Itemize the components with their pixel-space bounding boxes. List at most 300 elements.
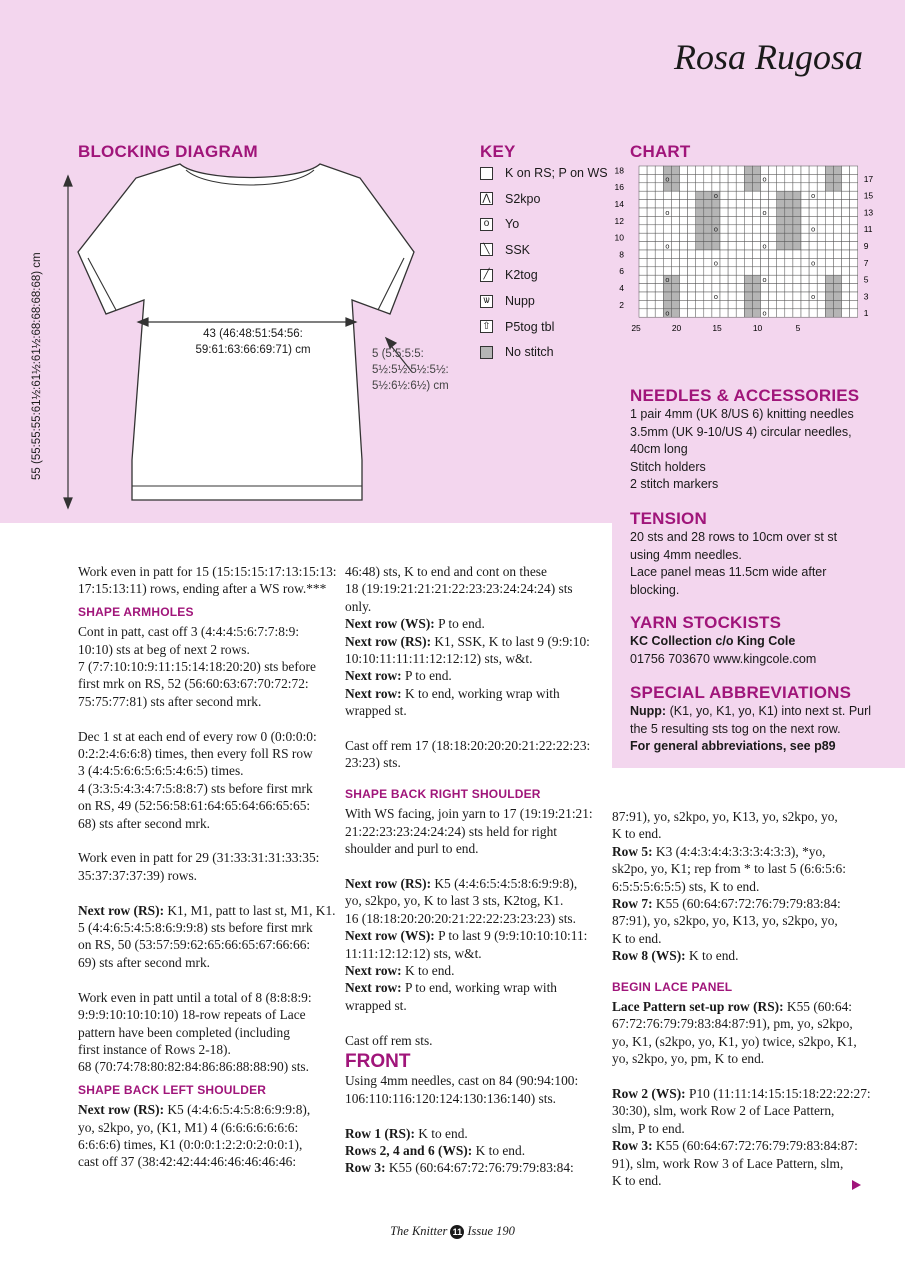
chart-cell bbox=[728, 300, 736, 308]
chart-cell bbox=[817, 267, 825, 275]
page-number: 11 bbox=[450, 1225, 464, 1239]
chart-cell bbox=[736, 183, 744, 191]
chart-cell bbox=[744, 300, 752, 308]
chart-row-label: 18 bbox=[614, 165, 624, 176]
chart-cell bbox=[833, 166, 841, 174]
chart-cell bbox=[688, 267, 696, 275]
needles-list bbox=[630, 406, 854, 494]
chart-cell bbox=[704, 174, 712, 182]
chart-cell bbox=[842, 284, 850, 292]
chart-row-label: 7 bbox=[863, 257, 869, 268]
chart-cell bbox=[817, 300, 825, 308]
row-lead: Next row (RS): bbox=[345, 875, 432, 891]
chart-cell bbox=[744, 275, 752, 283]
chart-cell bbox=[728, 267, 736, 275]
chart-cell bbox=[752, 275, 760, 283]
chart-cell bbox=[639, 225, 647, 233]
chart-cell bbox=[777, 258, 785, 266]
stockists-text bbox=[630, 633, 816, 668]
text-line: 18 (19:19:21:21:21:22:23:23:24:24:24) sts bbox=[345, 581, 573, 597]
chart-cell bbox=[639, 267, 647, 275]
chart-cell bbox=[842, 208, 850, 216]
chart-cell bbox=[801, 284, 809, 292]
chart-cell bbox=[655, 200, 663, 208]
sleeve-label-line3: 5½:6½:6½) cm bbox=[372, 380, 449, 392]
chart-cell bbox=[817, 225, 825, 233]
continue-arrow-icon bbox=[852, 1180, 861, 1190]
chart-cell bbox=[752, 267, 760, 275]
chart-cell bbox=[833, 174, 841, 182]
chart-cell bbox=[801, 309, 809, 317]
chart-cell bbox=[728, 292, 736, 300]
chart-cell bbox=[688, 250, 696, 258]
text-line: K to end, working wrap with bbox=[401, 685, 560, 701]
chart-cell bbox=[793, 300, 801, 308]
row-lead: Next row: bbox=[345, 668, 402, 684]
text-line: K to end. bbox=[401, 962, 455, 978]
text-line: 17:15:13:11) rows, ending after a WS row.*** bbox=[78, 581, 327, 597]
chart-cell bbox=[817, 183, 825, 191]
chart-cell bbox=[744, 208, 752, 216]
text-line: K55 (60:64: bbox=[783, 999, 852, 1015]
text-line: K to end. bbox=[414, 1125, 468, 1141]
chart-cell bbox=[817, 242, 825, 250]
key-label: Yo bbox=[505, 217, 520, 232]
text-line: K to end. bbox=[612, 930, 662, 946]
text-line: 16 (18:18:20:20:20:21:22:22:23:23:23) sts. bbox=[345, 910, 576, 926]
chart-cell bbox=[704, 225, 712, 233]
chart-cell bbox=[696, 267, 704, 275]
chart-cell bbox=[647, 208, 655, 216]
chart-cell bbox=[801, 208, 809, 216]
chart-cell bbox=[728, 200, 736, 208]
chart-cell bbox=[647, 225, 655, 233]
chart-cell bbox=[663, 166, 671, 174]
chart-cell bbox=[744, 242, 752, 250]
text-line: Work even in patt until a total of 8 (8:8:8:9: bbox=[78, 989, 312, 1005]
key-item bbox=[480, 215, 519, 233]
chart-cell bbox=[647, 183, 655, 191]
chart-cell bbox=[850, 208, 858, 216]
chart-cell bbox=[785, 216, 793, 224]
chart-cell bbox=[639, 275, 647, 283]
key-item bbox=[480, 266, 538, 284]
chart-cell bbox=[752, 174, 760, 182]
chart-cell bbox=[744, 200, 752, 208]
chart-cell bbox=[752, 300, 760, 308]
chart-cell bbox=[663, 191, 671, 199]
tension-heading: TENSION bbox=[630, 509, 707, 528]
chart-cell bbox=[777, 225, 785, 233]
chart-cell bbox=[688, 183, 696, 191]
chart-cell bbox=[696, 275, 704, 283]
abbreviations-text bbox=[630, 703, 871, 756]
abbr-term: Nupp: bbox=[630, 704, 667, 718]
text-line: wrapped st. bbox=[345, 997, 407, 1013]
text-line: 87:91), yo, s2kpo, yo, K13, yo, s2kpo, yo, bbox=[612, 809, 838, 824]
chart-cell bbox=[696, 216, 704, 224]
row-lead: Rows 2, 4 and 6 (WS): bbox=[345, 1142, 473, 1158]
chart-cell bbox=[785, 233, 793, 241]
row-lead: Lace Pattern set-up row (RS): bbox=[612, 999, 784, 1015]
chart-cell bbox=[736, 292, 744, 300]
chart-cell bbox=[761, 183, 769, 191]
row-lead: Next row: bbox=[345, 685, 402, 701]
chart-cell bbox=[655, 258, 663, 266]
chart-cell bbox=[777, 250, 785, 258]
chart-cell bbox=[809, 275, 817, 283]
chart-cell bbox=[647, 258, 655, 266]
chart-cell bbox=[785, 174, 793, 182]
chart-cell bbox=[842, 258, 850, 266]
chart-symbol: o bbox=[811, 259, 816, 268]
chart-cell bbox=[736, 216, 744, 224]
chart-cell bbox=[817, 208, 825, 216]
text-line: 68 (70:74:78:80:82:84:86:86:88:88:90) sts. bbox=[78, 1059, 309, 1075]
chart-cell bbox=[728, 242, 736, 250]
lace-chart bbox=[612, 160, 877, 352]
chart-cell bbox=[680, 216, 688, 224]
chart-cell bbox=[728, 250, 736, 258]
text-line: P to end, working wrap with bbox=[401, 980, 557, 996]
chart-cell bbox=[680, 292, 688, 300]
chart-cell bbox=[809, 216, 817, 224]
chart-cell bbox=[761, 233, 769, 241]
chart-cell bbox=[833, 242, 841, 250]
text-line: 4 (3:3:5:4:3:4:7:5:8:8:7) sts before first mrk bbox=[78, 780, 313, 796]
text-line: Work even in patt for 29 (31:33:31:31:33:35: bbox=[78, 850, 320, 866]
chart-cell bbox=[769, 225, 777, 233]
chart-symbol: o bbox=[713, 225, 719, 234]
chart-cell bbox=[696, 258, 704, 266]
chart-cell bbox=[647, 292, 655, 300]
chart-cell bbox=[680, 200, 688, 208]
chart-cell bbox=[761, 250, 769, 258]
text-line: sk2po, yo, K1; rep from * to last 5 (6:6:5:6: bbox=[612, 861, 846, 877]
chart-row-label: 8 bbox=[619, 249, 624, 260]
chart-cell bbox=[696, 200, 704, 208]
chart-cell bbox=[696, 309, 704, 317]
chart-cell bbox=[817, 309, 825, 317]
chart-cell bbox=[761, 292, 769, 300]
chart-cell bbox=[752, 250, 760, 258]
chart-cell bbox=[769, 284, 777, 292]
chart-row-label: 17 bbox=[863, 173, 874, 184]
chart-symbol: o bbox=[713, 192, 719, 201]
text-line: first instance of Rows 2-18). bbox=[78, 1041, 231, 1057]
text-line: slm, P to end. bbox=[612, 1120, 685, 1136]
key-item bbox=[480, 241, 530, 259]
chart-cell bbox=[769, 191, 777, 199]
chart-cell bbox=[680, 183, 688, 191]
chart-cell bbox=[736, 225, 744, 233]
chart-cell bbox=[663, 250, 671, 258]
chart-cell bbox=[720, 166, 728, 174]
key-heading: KEY bbox=[480, 142, 516, 161]
chart-cell bbox=[712, 250, 720, 258]
key-symbol-icon: ѡ bbox=[480, 295, 493, 308]
chart-cell bbox=[801, 267, 809, 275]
key-label: K2tog bbox=[505, 268, 538, 283]
chart-cell bbox=[655, 275, 663, 283]
text-line: 106:110:116:120:124:130:136:140) sts. bbox=[345, 1090, 557, 1106]
chart-cell bbox=[793, 166, 801, 174]
chart-cell bbox=[712, 284, 720, 292]
chart-cell bbox=[833, 258, 841, 266]
chart-cell bbox=[688, 208, 696, 216]
chart-cell bbox=[671, 275, 679, 283]
text-line: on RS, 49 (52:56:58:61:64:65:64:66:65:65: bbox=[78, 798, 311, 814]
page-footer bbox=[0, 1224, 905, 1239]
chart-cell bbox=[671, 242, 679, 250]
chart-cell bbox=[825, 250, 833, 258]
chart-cell bbox=[647, 250, 655, 258]
chart-symbol: o bbox=[665, 276, 670, 285]
chart-cell bbox=[736, 267, 744, 275]
chart-cell bbox=[761, 225, 769, 233]
shape-back-right-heading: SHAPE BACK RIGHT SHOULDER bbox=[345, 786, 541, 801]
chart-cell bbox=[833, 292, 841, 300]
chart-cell bbox=[752, 183, 760, 191]
chart-cell bbox=[809, 284, 817, 292]
chart-cell bbox=[793, 267, 801, 275]
text-line: K3 (4:4:3:4:4:3:3:3:4:3:3), *yo, bbox=[652, 843, 826, 859]
chart-cell bbox=[809, 183, 817, 191]
chart-cell bbox=[801, 275, 809, 283]
chart-cell bbox=[639, 258, 647, 266]
chart-cell bbox=[720, 275, 728, 283]
chart-cell bbox=[671, 292, 679, 300]
text-line: shoulder and purl to end. bbox=[345, 841, 479, 857]
chart-cell bbox=[655, 174, 663, 182]
chart-cell bbox=[842, 233, 850, 241]
chart-cell bbox=[777, 166, 785, 174]
chart-cell bbox=[744, 233, 752, 241]
chart-cell bbox=[688, 292, 696, 300]
chart-cell bbox=[842, 275, 850, 283]
chart-cell bbox=[728, 183, 736, 191]
chart-cell bbox=[688, 225, 696, 233]
text-line: 91), slm, work Row 3 of Lace Pattern, slm, bbox=[612, 1155, 844, 1171]
chart-cell bbox=[785, 242, 793, 250]
chart-cell bbox=[761, 267, 769, 275]
tension-text bbox=[630, 529, 837, 599]
chart-cell bbox=[647, 216, 655, 224]
chart-cell bbox=[671, 191, 679, 199]
chart-cell bbox=[736, 275, 744, 283]
text-line: 46:48) sts, K to end and cont on these bbox=[345, 564, 547, 579]
chart-col-label: 5 bbox=[795, 323, 801, 334]
chart-cell bbox=[736, 166, 744, 174]
chart-col-label: 15 bbox=[712, 323, 722, 334]
chart-cell bbox=[761, 200, 769, 208]
chart-cell bbox=[769, 258, 777, 266]
chart-cell bbox=[680, 166, 688, 174]
abbr-def-2: the 5 resulting sts tog on the next row. bbox=[630, 721, 841, 736]
chart-cell bbox=[833, 267, 841, 275]
chart-cell bbox=[769, 250, 777, 258]
chart-row-label: 13 bbox=[863, 207, 874, 218]
height-arrow-bottom bbox=[64, 498, 72, 508]
chart-symbol: o bbox=[762, 208, 767, 217]
chart-cell bbox=[785, 166, 793, 174]
chart-cell bbox=[728, 208, 736, 216]
chart-cell bbox=[850, 275, 858, 283]
row-lead: Next row: bbox=[345, 980, 402, 996]
chart-cell bbox=[720, 191, 728, 199]
chart-cell bbox=[817, 275, 825, 283]
chart-cell bbox=[817, 292, 825, 300]
width-label bbox=[178, 326, 328, 358]
chart-cell bbox=[704, 250, 712, 258]
chart-cell bbox=[793, 309, 801, 317]
chart-cell bbox=[647, 275, 655, 283]
chart-cell bbox=[696, 208, 704, 216]
chart-cell bbox=[639, 309, 647, 317]
chart-row-label: 15 bbox=[863, 190, 874, 201]
height-label: 55 (55:55:55:61½:61½:61½:68:68:68:68) cm bbox=[31, 252, 43, 480]
chart-cell bbox=[744, 258, 752, 266]
chart-symbol: o bbox=[665, 242, 670, 251]
text-line: yo, s2kpo, yo, K to last 3 sts, K2tog, K1. bbox=[345, 893, 564, 909]
chart-cell bbox=[850, 166, 858, 174]
chart-cell bbox=[817, 250, 825, 258]
chart-cell bbox=[736, 208, 744, 216]
chart-cell bbox=[663, 258, 671, 266]
needles-line: 40cm long bbox=[630, 442, 688, 457]
chart-cell bbox=[777, 275, 785, 283]
tension-line: 20 sts and 28 rows to 10cm over st st bbox=[630, 530, 838, 544]
chart-cell bbox=[801, 191, 809, 199]
chart-row-label: 6 bbox=[619, 266, 624, 277]
needles-heading: NEEDLES & ACCESSORIES bbox=[630, 386, 860, 405]
chart-cell bbox=[785, 284, 793, 292]
chart-symbol: o bbox=[665, 208, 670, 217]
text-line: 23:23) sts. bbox=[345, 755, 401, 771]
chart-cell bbox=[671, 284, 679, 292]
text-line: 10:10:11:11:11:12:12:12) sts, w&t. bbox=[345, 651, 533, 667]
chart-cell bbox=[712, 275, 720, 283]
chart-cell bbox=[671, 258, 679, 266]
chart-cell bbox=[850, 242, 858, 250]
chart-cell bbox=[655, 300, 663, 308]
chart-symbol: o bbox=[762, 175, 767, 184]
chart-cell bbox=[793, 225, 801, 233]
chart-cell bbox=[825, 233, 833, 241]
chart-cell bbox=[825, 225, 833, 233]
key-symbol-icon: ╲ bbox=[480, 243, 493, 256]
row-lead: Next row (RS): bbox=[78, 902, 165, 918]
chart-cell bbox=[793, 250, 801, 258]
chart-cell bbox=[825, 191, 833, 199]
text-line: yo, s2kpo, yo, pm, K to end. bbox=[612, 1051, 765, 1067]
chart-cell bbox=[639, 191, 647, 199]
tension-line: blocking. bbox=[630, 582, 680, 597]
chart-cell bbox=[833, 200, 841, 208]
text-line: K1, M1, patt to last st, M1, K1. bbox=[164, 902, 336, 918]
chart-symbol: o bbox=[665, 309, 670, 318]
chart-cell bbox=[752, 225, 760, 233]
text-line: K to end. bbox=[612, 1173, 662, 1189]
magazine-name: The Knitter bbox=[390, 1224, 448, 1238]
text-line: K55 (60:64:67:72:76:79:79:83:84:87: bbox=[652, 1138, 858, 1154]
chart-cell bbox=[769, 292, 777, 300]
chart-cell bbox=[712, 174, 720, 182]
chart-cell bbox=[655, 292, 663, 300]
chart-cell bbox=[785, 225, 793, 233]
chart-cell bbox=[720, 174, 728, 182]
chart-cell bbox=[688, 275, 696, 283]
chart-cell bbox=[769, 200, 777, 208]
text-line: wrapped st. bbox=[345, 703, 407, 719]
chart-cell bbox=[850, 300, 858, 308]
chart-cell bbox=[696, 300, 704, 308]
chart-cell bbox=[809, 208, 817, 216]
chart-cell bbox=[752, 292, 760, 300]
chart-cell bbox=[704, 208, 712, 216]
chart-cell bbox=[777, 284, 785, 292]
chart-cell bbox=[704, 309, 712, 317]
stockist-name: KC Collection c/o King Cole bbox=[630, 634, 796, 648]
row-lead: Next row (WS): bbox=[345, 928, 435, 944]
chart-cell bbox=[842, 309, 850, 317]
blocking-heading: BLOCKING DIAGRAM bbox=[78, 142, 258, 161]
column-1 bbox=[78, 563, 337, 1171]
chart-cell bbox=[785, 267, 793, 275]
chart-cell bbox=[769, 267, 777, 275]
chart-cell bbox=[825, 300, 833, 308]
chart-cell bbox=[817, 216, 825, 224]
chart-cell bbox=[639, 216, 647, 224]
stockists-heading: YARN STOCKISTS bbox=[630, 613, 782, 632]
chart-cell bbox=[704, 166, 712, 174]
chart-symbol: o bbox=[811, 225, 816, 234]
chart-cell bbox=[833, 250, 841, 258]
chart-cell bbox=[688, 191, 696, 199]
chart-cell bbox=[688, 216, 696, 224]
text-line: Using 4mm needles, cast on 84 (90:94:100: bbox=[345, 1073, 579, 1089]
chart-row-label: 14 bbox=[614, 199, 624, 209]
chart-cell bbox=[712, 242, 720, 250]
chart-cell bbox=[712, 183, 720, 191]
key-symbol-icon: ╱ bbox=[480, 269, 493, 282]
key-symbol-icon: ⋀ bbox=[480, 192, 493, 205]
chart-cell bbox=[680, 275, 688, 283]
chart-cell bbox=[744, 309, 752, 317]
chart-cell bbox=[704, 200, 712, 208]
chart-cell bbox=[639, 174, 647, 182]
chart-cell bbox=[801, 250, 809, 258]
chart-cell bbox=[801, 292, 809, 300]
chart-cell bbox=[850, 309, 858, 317]
chart-cell bbox=[744, 183, 752, 191]
chart-cell bbox=[817, 191, 825, 199]
chart-cell bbox=[696, 242, 704, 250]
chart-cell bbox=[777, 292, 785, 300]
chart-cell bbox=[720, 292, 728, 300]
chart-cell bbox=[817, 284, 825, 292]
chart-cell bbox=[801, 258, 809, 266]
sleeve-label bbox=[372, 346, 449, 394]
chart-cell bbox=[793, 275, 801, 283]
chart-cell bbox=[785, 200, 793, 208]
chart-cell bbox=[785, 300, 793, 308]
chart-cell bbox=[688, 258, 696, 266]
chart-cell bbox=[761, 191, 769, 199]
chart-cell bbox=[663, 284, 671, 292]
chart-cell bbox=[704, 267, 712, 275]
chart-cell bbox=[744, 216, 752, 224]
